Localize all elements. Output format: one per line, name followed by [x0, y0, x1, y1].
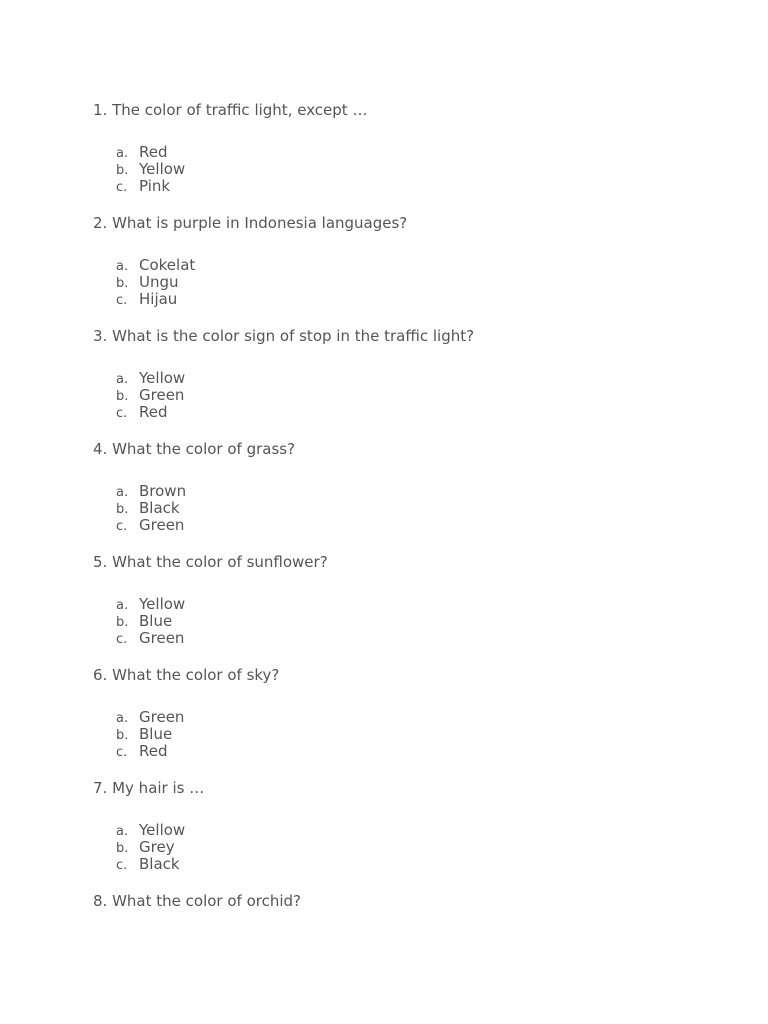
option-letter: a. [116, 485, 129, 500]
answer-options [93, 596, 713, 647]
question-item [93, 552, 713, 665]
answer-option [116, 517, 713, 534]
answer-options [93, 822, 713, 873]
answer-option [116, 404, 713, 421]
question-item [93, 213, 713, 326]
question-line [93, 778, 713, 798]
option-letter: c. [116, 180, 128, 195]
question-line [93, 439, 713, 459]
answer-option [116, 613, 713, 630]
answer-option [116, 257, 713, 274]
option-letter: c. [116, 858, 128, 873]
question-line [93, 326, 713, 346]
answer-options [93, 483, 713, 534]
question-item [93, 778, 713, 891]
question-number: 8. [93, 892, 108, 910]
question-number: 3. [93, 327, 108, 345]
option-text: Yellow [139, 821, 186, 839]
option-text: Red [139, 403, 168, 421]
question-text: What the color of sunflower? [112, 553, 328, 571]
option-text: Yellow [139, 369, 186, 387]
option-text: Blue [139, 725, 173, 743]
question-item [93, 439, 713, 552]
option-text: Green [139, 708, 185, 726]
option-letter: b. [116, 615, 129, 630]
answer-options [93, 144, 713, 195]
question-number: 5. [93, 553, 108, 571]
option-text: Yellow [139, 160, 186, 178]
answer-option [116, 370, 713, 387]
option-text: Yellow [139, 595, 186, 613]
option-letter: a. [116, 146, 129, 161]
answer-options [93, 370, 713, 421]
question-item [93, 665, 713, 778]
option-letter: b. [116, 389, 129, 404]
option-text: Blue [139, 612, 173, 630]
answer-option [116, 274, 713, 291]
question-number: 2. [93, 214, 108, 232]
answer-option [116, 483, 713, 500]
answer-option [116, 630, 713, 647]
option-letter: c. [116, 519, 128, 534]
question-text: What the color of sky? [112, 666, 280, 684]
option-text: Green [139, 516, 185, 534]
answer-option [116, 709, 713, 726]
option-letter: a. [116, 711, 129, 726]
option-letter: c. [116, 745, 128, 760]
question-item [93, 326, 713, 439]
option-text: Brown [139, 482, 187, 500]
option-letter: a. [116, 824, 129, 839]
question-item [93, 891, 713, 1004]
question-text: What the color of grass? [112, 440, 296, 458]
option-text: Ungu [139, 273, 179, 291]
answer-option [116, 726, 713, 743]
answer-option [116, 856, 713, 873]
answer-option [116, 144, 713, 161]
question-line [93, 891, 713, 911]
answer-option [116, 822, 713, 839]
question-text: My hair is … [112, 779, 205, 797]
quiz-list [93, 100, 713, 1004]
option-letter: b. [116, 276, 129, 291]
answer-option [116, 291, 713, 308]
option-letter: a. [116, 259, 129, 274]
answer-option [116, 596, 713, 613]
option-letter: b. [116, 502, 129, 517]
option-letter: a. [116, 598, 129, 613]
option-text: Green [139, 629, 185, 647]
question-text: The color of traffic light, except … [112, 101, 368, 119]
option-text: Pink [139, 177, 171, 195]
question-item [93, 100, 713, 213]
question-number: 7. [93, 779, 108, 797]
question-line [93, 665, 713, 685]
option-text: Green [139, 386, 185, 404]
option-letter: b. [116, 841, 129, 856]
option-text: Grey [139, 838, 175, 856]
option-text: Black [139, 499, 180, 517]
option-text: Cokelat [139, 256, 196, 274]
option-text: Hijau [139, 290, 178, 308]
answer-option [116, 743, 713, 760]
option-letter: c. [116, 632, 128, 647]
option-letter: c. [116, 406, 128, 421]
answer-options [93, 257, 713, 308]
option-text: Red [139, 742, 168, 760]
question-text: What is purple in Indonesia languages? [112, 214, 408, 232]
option-letter: c. [116, 293, 128, 308]
answer-options [93, 709, 713, 760]
answer-option [116, 839, 713, 856]
question-number: 6. [93, 666, 108, 684]
question-line [93, 213, 713, 233]
question-number: 1. [93, 101, 108, 119]
question-text: What is the color sign of stop in the traffic light? [112, 327, 475, 345]
option-letter: a. [116, 372, 129, 387]
answer-option [116, 500, 713, 517]
option-letter: b. [116, 163, 129, 178]
question-text: What the color of orchid? [112, 892, 302, 910]
answer-option [116, 387, 713, 404]
question-line [93, 552, 713, 572]
answer-option [116, 178, 713, 195]
option-text: Black [139, 855, 180, 873]
question-number: 4. [93, 440, 108, 458]
answer-option [116, 161, 713, 178]
option-text: Red [139, 143, 168, 161]
question-line [93, 100, 713, 120]
option-letter: b. [116, 728, 129, 743]
